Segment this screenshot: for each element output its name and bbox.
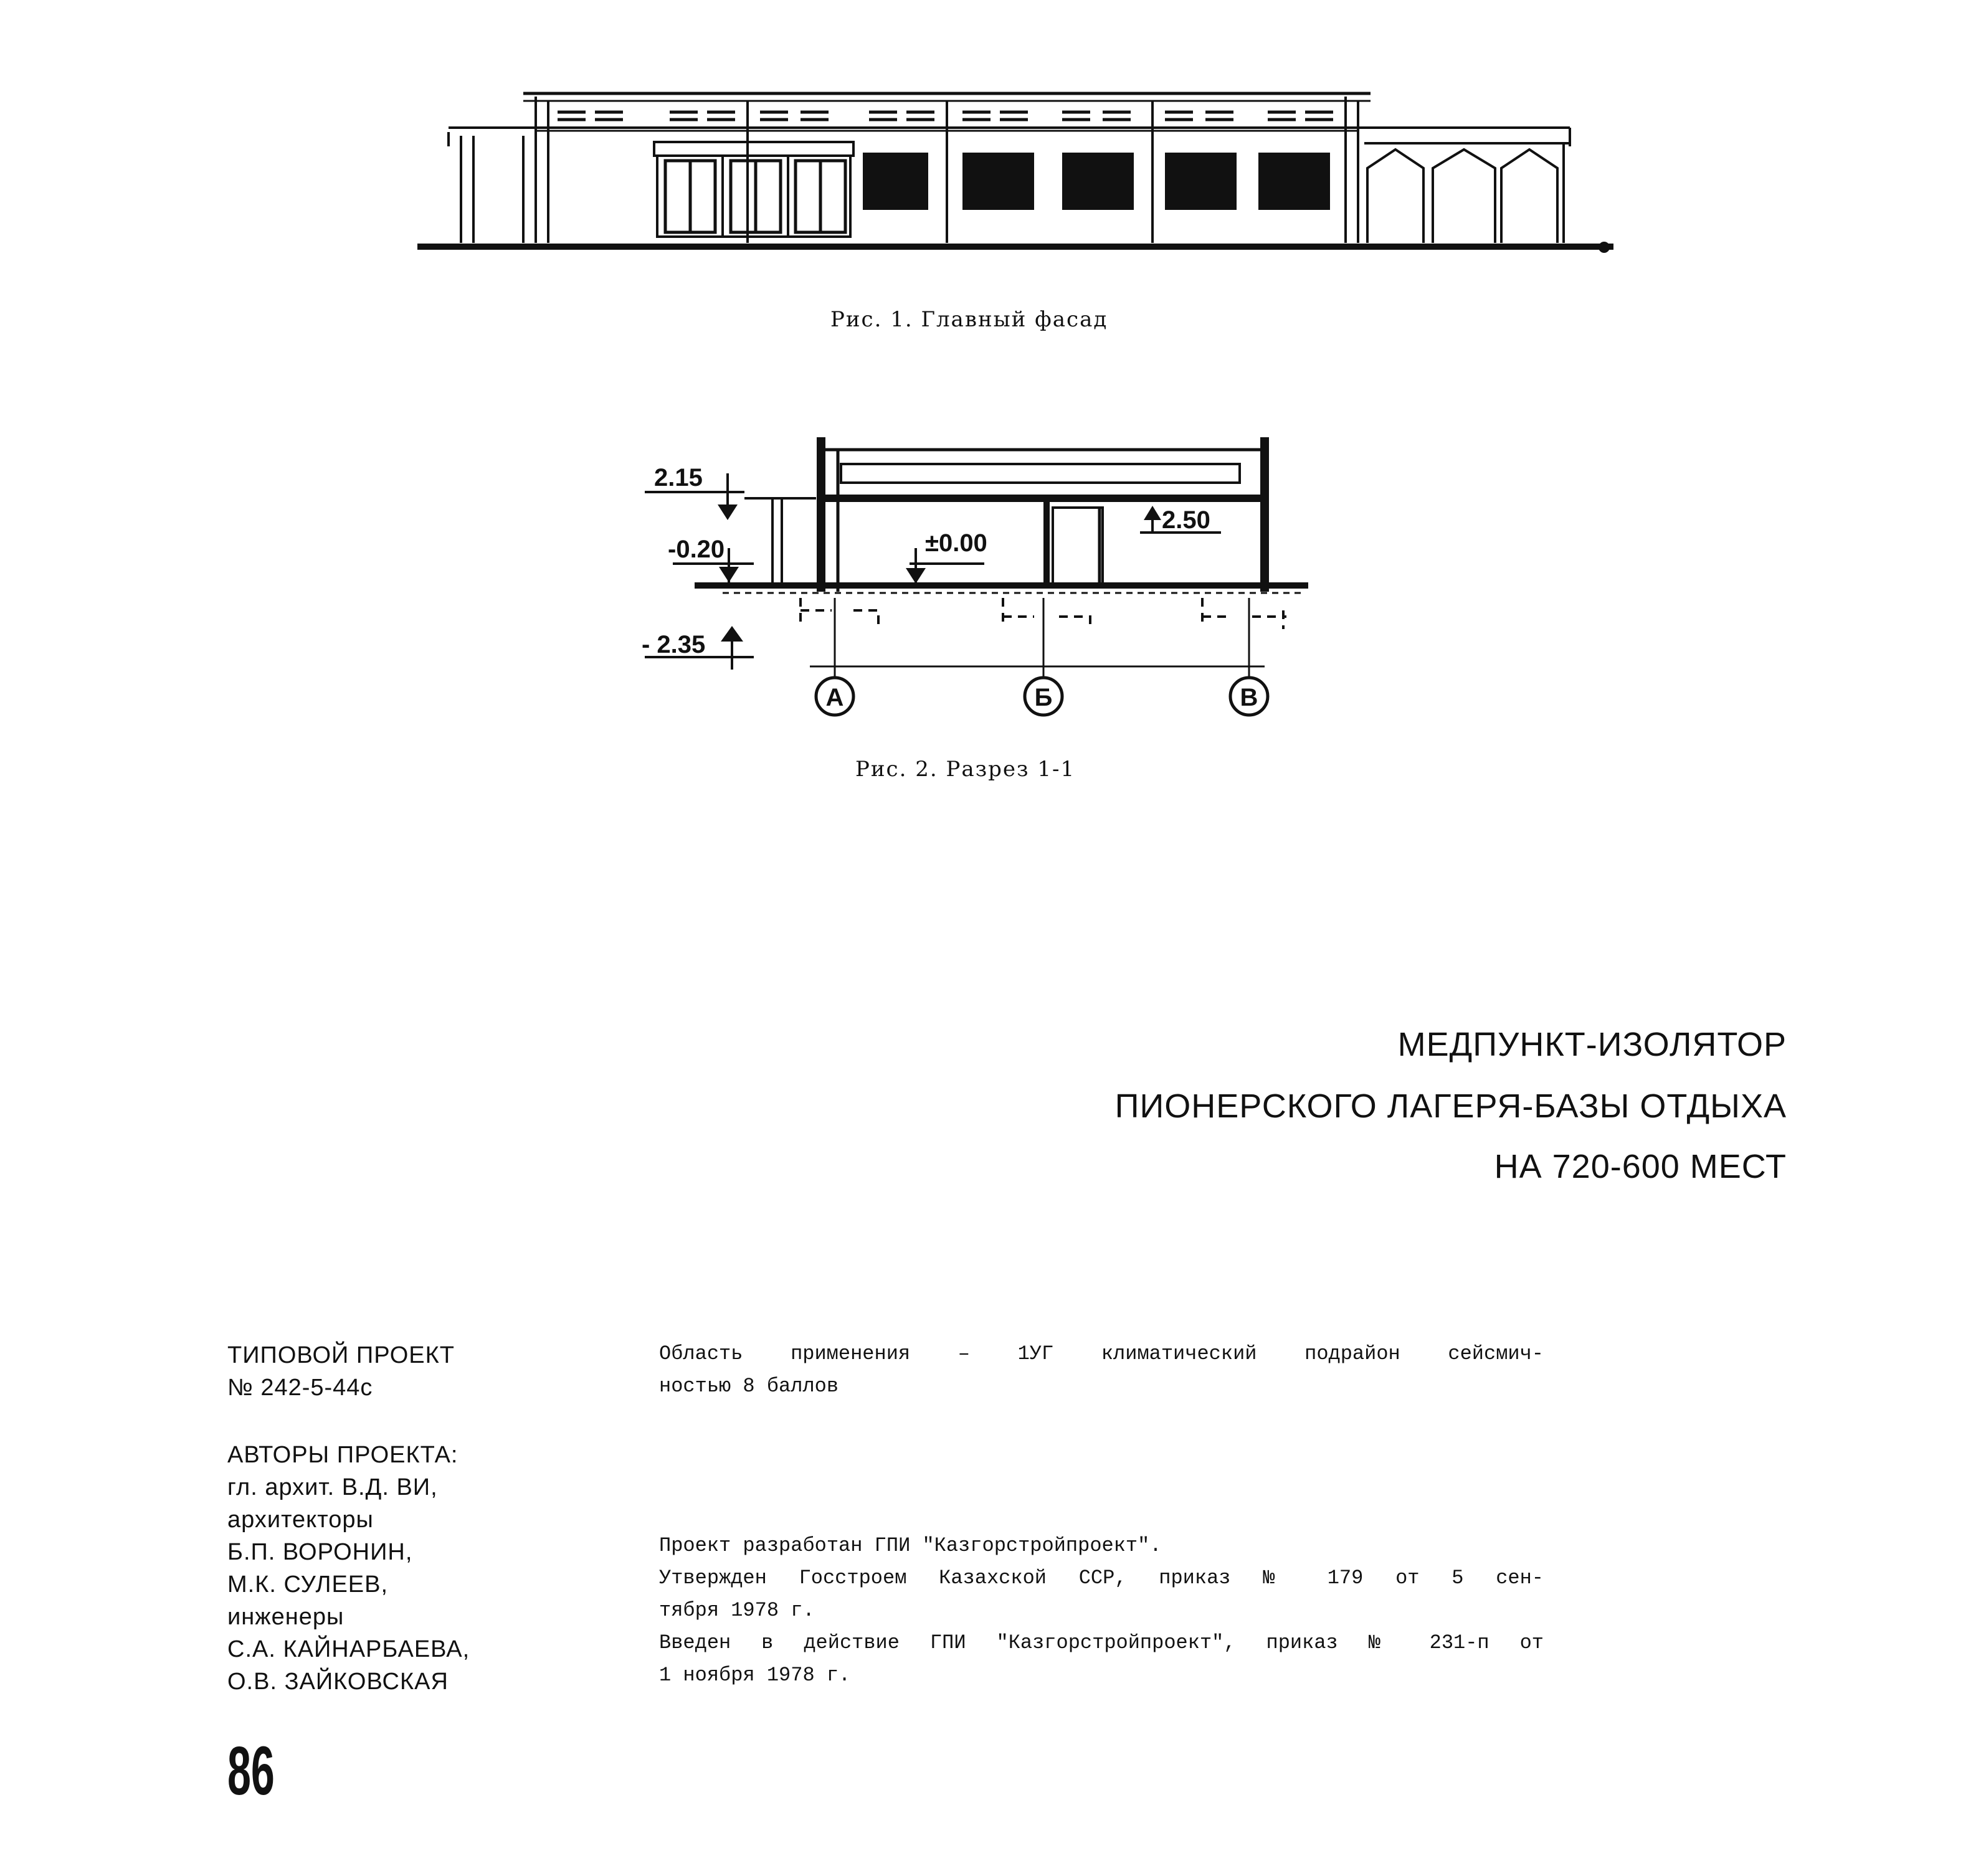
author-line: гл. архит. В.Д. ВИ, [227,1474,438,1500]
level-ceiling-label: 2.50 [1162,506,1210,534]
author-line: архитекторы [227,1507,374,1533]
application-block [659,1338,1544,1403]
project-type-label: ТИПОВОЙ ПРОЕКТ [227,1342,455,1368]
axis-a-label: А [825,684,844,711]
approval-line: 1 ноября 1978 г. [659,1664,851,1687]
title-line-2: ПИОНЕРСКОГО ЛАГЕРЯ-БАЗЫ ОТДЫХА [1114,1087,1787,1125]
approval-line: Введен в действие ГПИ "Казгорстройпроект", приказ № 231-п от [659,1631,1544,1654]
author-line: Б.П. ВОРОНИН, [227,1539,413,1565]
level-foundation-label: - 2.35 [642,631,706,658]
author-line: М.К. СУЛЕЕВ, [227,1571,389,1598]
level-step-label: -0.20 [668,536,725,563]
author-line: О.В. ЗАЙКОВСКАЯ [227,1669,449,1695]
figure2-caption: Рис. 2. Разрез 1-1 [855,757,1076,782]
figure1-caption: Рис. 1. Главный фасад [830,307,1108,332]
axis-b-label: Б [1034,684,1053,711]
project-block [227,1339,455,1404]
level-floor-label: ±0.00 [925,529,987,557]
application-line-2: ностью 8 баллов [659,1375,839,1398]
authors-heading: АВТОРЫ ПРОЕКТА: [227,1442,458,1468]
level-roof-label: 2.15 [654,464,703,491]
title-line-3: НА 720-600 МЕСТ [1494,1148,1787,1185]
author-line: С.А. КАЙНАРБАЕВА, [227,1636,470,1662]
project-number: № 242-5-44с [227,1375,373,1401]
approval-line: Утвержден Госстроем Казахской ССР, приказ № 179 от 5 сен- [659,1566,1544,1589]
author-line: инженеры [227,1604,344,1630]
approval-line: Проект разработан ГПИ "Казгорстройпроект". [659,1534,1162,1557]
title-line-1: МЕДПУНКТ-ИЗОЛЯТОР [1397,1026,1787,1063]
authors-block [227,1439,470,1698]
approval-line: тября 1978 г. [659,1599,815,1622]
axis-v-label: В [1240,684,1258,711]
application-line-1: Область применения – 1УГ климатический подрайон сейсмич- [659,1342,1544,1365]
page-number: 86 [227,1733,275,1809]
approval-block [659,1530,1544,1692]
